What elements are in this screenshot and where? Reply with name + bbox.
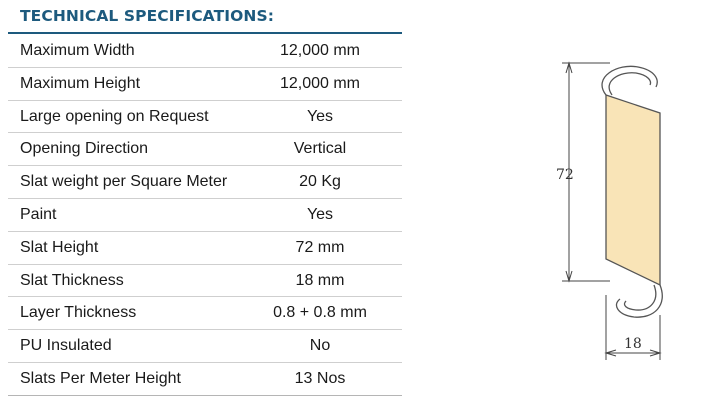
spec-value: Vertical [293, 140, 347, 158]
table-row [8, 133, 402, 166]
spec-label: PU Insulated [20, 337, 112, 355]
heading-divider [8, 32, 402, 34]
table-row [8, 199, 402, 232]
spec-label: Large opening on Request [20, 107, 209, 125]
table-row [8, 101, 402, 134]
spec-value: 12,000 mm [279, 42, 361, 59]
spec-value: 20 Kg [299, 173, 341, 191]
spec-table [8, 35, 402, 396]
spec-value: 13 Nos [294, 369, 346, 387]
spec-label: Opening Direction [20, 140, 149, 158]
spec-label: Maximum Height [20, 74, 141, 92]
spec-value: No [309, 337, 331, 355]
table-row [8, 363, 402, 396]
table-row [8, 232, 402, 265]
width-dimension-label: 18 [624, 336, 642, 352]
table-row [8, 166, 402, 199]
table-row [8, 330, 402, 363]
spec-label: Slats Per Meter Height [20, 369, 181, 387]
spec-heading: TECHNICAL SPECIFICATIONS: [20, 7, 275, 25]
spec-value: 0.8 + 0.8 mm [273, 304, 367, 322]
spec-value: Yes [306, 107, 334, 125]
table-row [8, 297, 402, 330]
spec-value: Yes [306, 205, 334, 223]
table-row [8, 35, 402, 68]
table-row [8, 265, 402, 298]
table-row [8, 68, 402, 101]
spec-value: 18 mm [295, 271, 345, 289]
spec-label: Layer Thickness [20, 304, 137, 322]
spec-label: Slat Thickness [20, 271, 124, 289]
spec-label: Maximum Width [20, 42, 135, 59]
slat-profile-drawing [540, 55, 690, 375]
height-dimension-label: 72 [556, 167, 574, 183]
spec-label: Slat weight per Square Meter [20, 173, 228, 191]
spec-value: 72 mm [295, 238, 345, 256]
spec-label: Paint [20, 205, 57, 223]
spec-value: 12,000 mm [279, 74, 361, 92]
spec-label: Slat Height [20, 238, 99, 256]
slat-core [606, 95, 660, 285]
